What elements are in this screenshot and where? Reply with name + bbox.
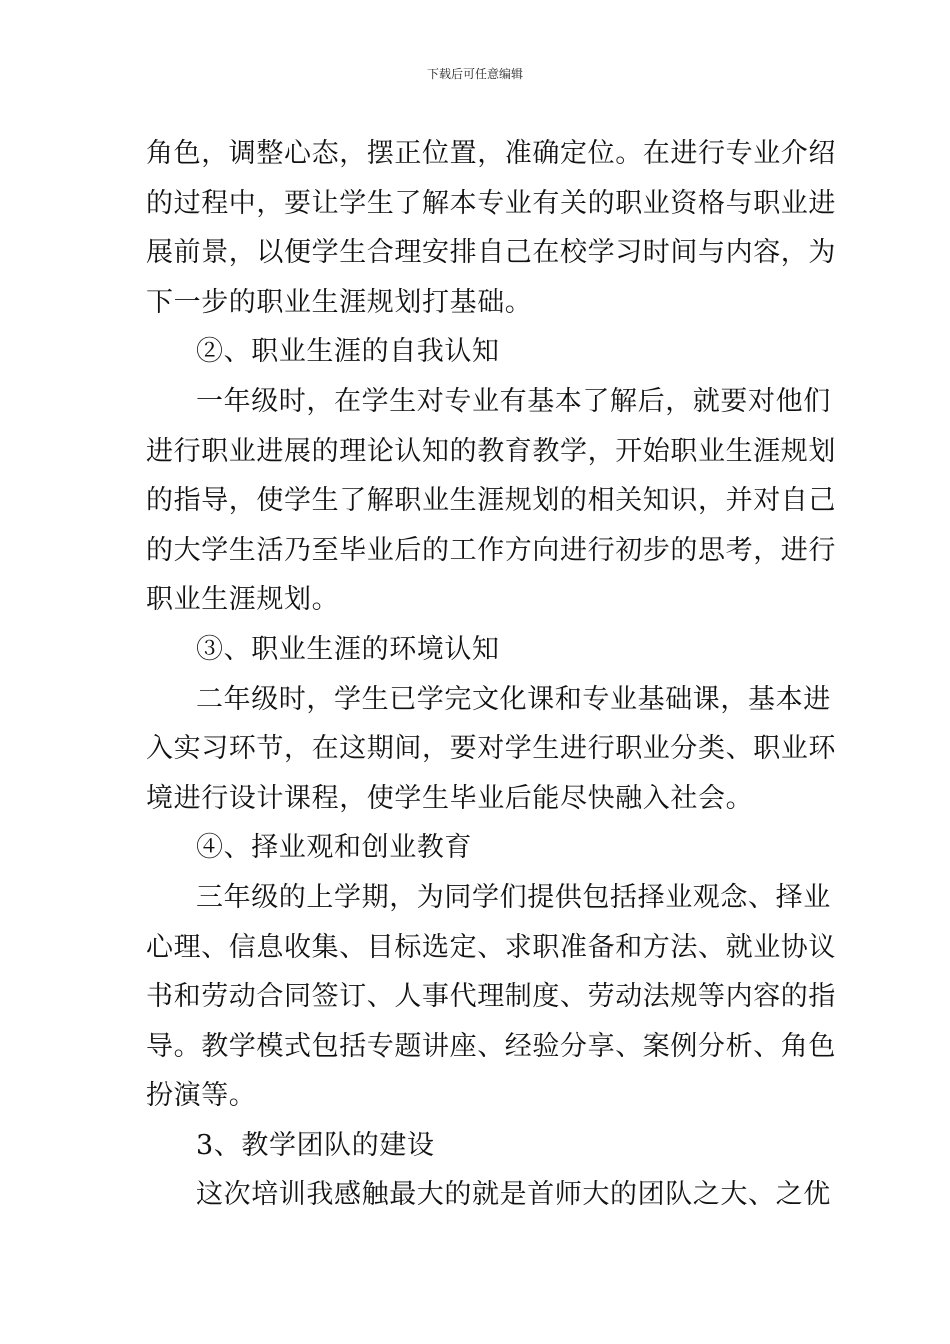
- paragraph: [146, 327, 808, 377]
- text-line: 入实习环节，在这期间，要对学生进行职业分类、职业环: [146, 733, 836, 765]
- page-header: 下载后可任意编辑: [426, 67, 523, 81]
- text-line: 扮演等。: [146, 1080, 257, 1112]
- text-line: 下一步的职业生涯规划打基础。: [146, 286, 533, 318]
- text-line: 3、教学团队的建设: [196, 1129, 435, 1161]
- paragraph: [146, 823, 808, 873]
- paragraph: [146, 625, 808, 675]
- paragraph: [146, 1170, 831, 1220]
- text-line: 导。教学模式包括专题讲座、经验分享、案例分析、角色: [146, 1030, 836, 1062]
- text-line: 进行职业进展的理论认知的教育教学，开始职业生涯规划: [146, 435, 836, 467]
- text-line: 心理、信息收集、目标选定、求职准备和方法、就业协议: [146, 931, 836, 963]
- text-line: 二年级时，学生已学完文化课和专业基础课，基本进: [196, 683, 831, 715]
- text-line: 这次培训我感触最大的就是首师大的团队之大、之优: [196, 1179, 831, 1211]
- paragraph: [146, 129, 836, 327]
- paragraph: [146, 1121, 808, 1171]
- text-line: 的过程中，要让学生了解本专业有关的职业资格与职业进: [146, 187, 836, 219]
- text-line: 展前景，以便学生合理安排自己在校学习时间与内容，为: [146, 237, 836, 269]
- text-line: 一年级时，在学生对专业有基本了解后，就要对他们: [196, 385, 831, 417]
- paragraph: [146, 873, 836, 1121]
- text-line: 职业生涯规划。: [146, 584, 340, 616]
- text-line: 书和劳动合同签订、人事代理制度、劳动法规等内容的指: [146, 981, 836, 1013]
- text-line: 的指导，使学生了解职业生涯规划的相关知识，并对自己: [146, 485, 836, 517]
- paragraph: [146, 377, 836, 625]
- document-body: [146, 129, 836, 1220]
- text-line: 角色，调整心态，摆正位置，准确定位。在进行专业介绍: [146, 138, 836, 169]
- text-line: 的大学生活乃至毕业后的工作方向进行初步的思考，进行: [146, 534, 836, 566]
- paragraph: [146, 675, 836, 824]
- text-line: ④、择业观和创业教育: [196, 832, 472, 864]
- text-line: 三年级的上学期，为同学们提供包括择业观念、择业: [196, 881, 831, 913]
- text-line: ②、职业生涯的自我认知: [196, 336, 500, 368]
- text-line: ③、职业生涯的环境认知: [196, 633, 500, 665]
- text-line: 境进行设计课程，使学生毕业后能尽快融入社会。: [146, 782, 754, 814]
